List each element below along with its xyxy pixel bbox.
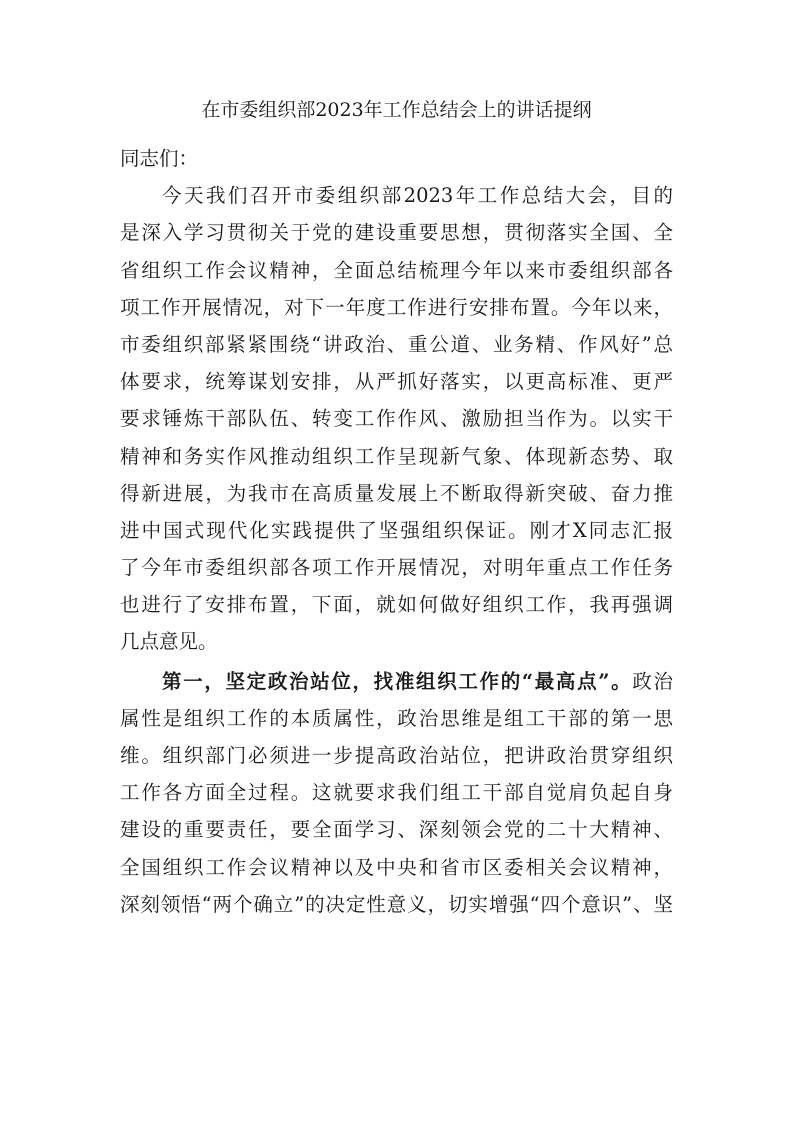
paragraph-line: 工作各方面全过程。这就要求我们组工干部自觉肩负起自身 xyxy=(120,781,673,805)
heading-trailing-text: 政治 xyxy=(632,669,673,693)
paragraph-line: 几点意见。 xyxy=(120,630,218,654)
section-heading: 第一，坚定政治站位，找准组织工作的“最高点”。 xyxy=(162,669,633,693)
paragraph-line: 也进行了安排布置，下面，就如何做好组织工作，我再强调 xyxy=(120,593,673,617)
paragraph-line: 深刻领悟“两个确立”的决定性意义，切实增强“四个意识”、坚 xyxy=(120,892,673,916)
paragraph-political-position xyxy=(120,663,673,923)
paragraph-line: 建设的重要责任，要全面学习、深刻领会党的二十大精神、 xyxy=(120,818,673,842)
paragraph-line: 全国组织工作会议精神以及中央和省市区委相关会议精神， xyxy=(120,855,673,879)
paragraph-intro xyxy=(120,177,673,660)
paragraph-line: 进中国式现代化实践提供了坚强组织保证。刚才X同志汇报 xyxy=(120,518,673,542)
paragraph-line: 精神和务实作风推动组织工作呈现新气象、体现新态势、取 xyxy=(120,444,673,468)
paragraph-line: 维。组织部门必须进一步提高政治站位，把讲政治贯穿组织 xyxy=(120,744,673,767)
paragraph-line: 是深入学习贯彻关于党的建设重要思想，贯彻落实全国、全 xyxy=(120,221,673,245)
paragraph-line xyxy=(120,663,673,700)
paragraph-line: 市委组织部紧紧围绕“讲政治、重公道、业务精、作风好”总 xyxy=(120,332,673,356)
paragraph-line: 项工作开展情况，对下一年度工作进行安排布置。今年以来， xyxy=(120,295,673,319)
paragraph-line: 要求锤炼干部队伍、转变工作作风、激励担当作为。以实干 xyxy=(120,407,673,431)
paragraph-line: 属性是组织工作的本质属性，政治思维是组工干部的第一思 xyxy=(120,706,673,730)
paragraph-line: 今天我们召开市委组织部2023年工作总结大会，目的 xyxy=(162,184,673,208)
paragraph-line: 得新进展，为我市在高质量发展上不断取得新突破、奋力推 xyxy=(120,481,673,505)
salutation: 同志们： xyxy=(120,147,199,170)
document-title: 在市委组织部2023年工作总结会上的讲话提纲 xyxy=(201,99,592,121)
paragraph-line: 省组织工作会议精神，全面总结梳理今年以来市委组织部各 xyxy=(120,258,673,282)
paragraph-line: 了今年市委组织部各项工作开展情况，对明年重点工作任务 xyxy=(120,556,673,580)
document-body xyxy=(120,140,673,923)
paragraph-line: 体要求，统筹谋划安排，从严抓好落实，以更高标准、更严 xyxy=(120,370,673,394)
